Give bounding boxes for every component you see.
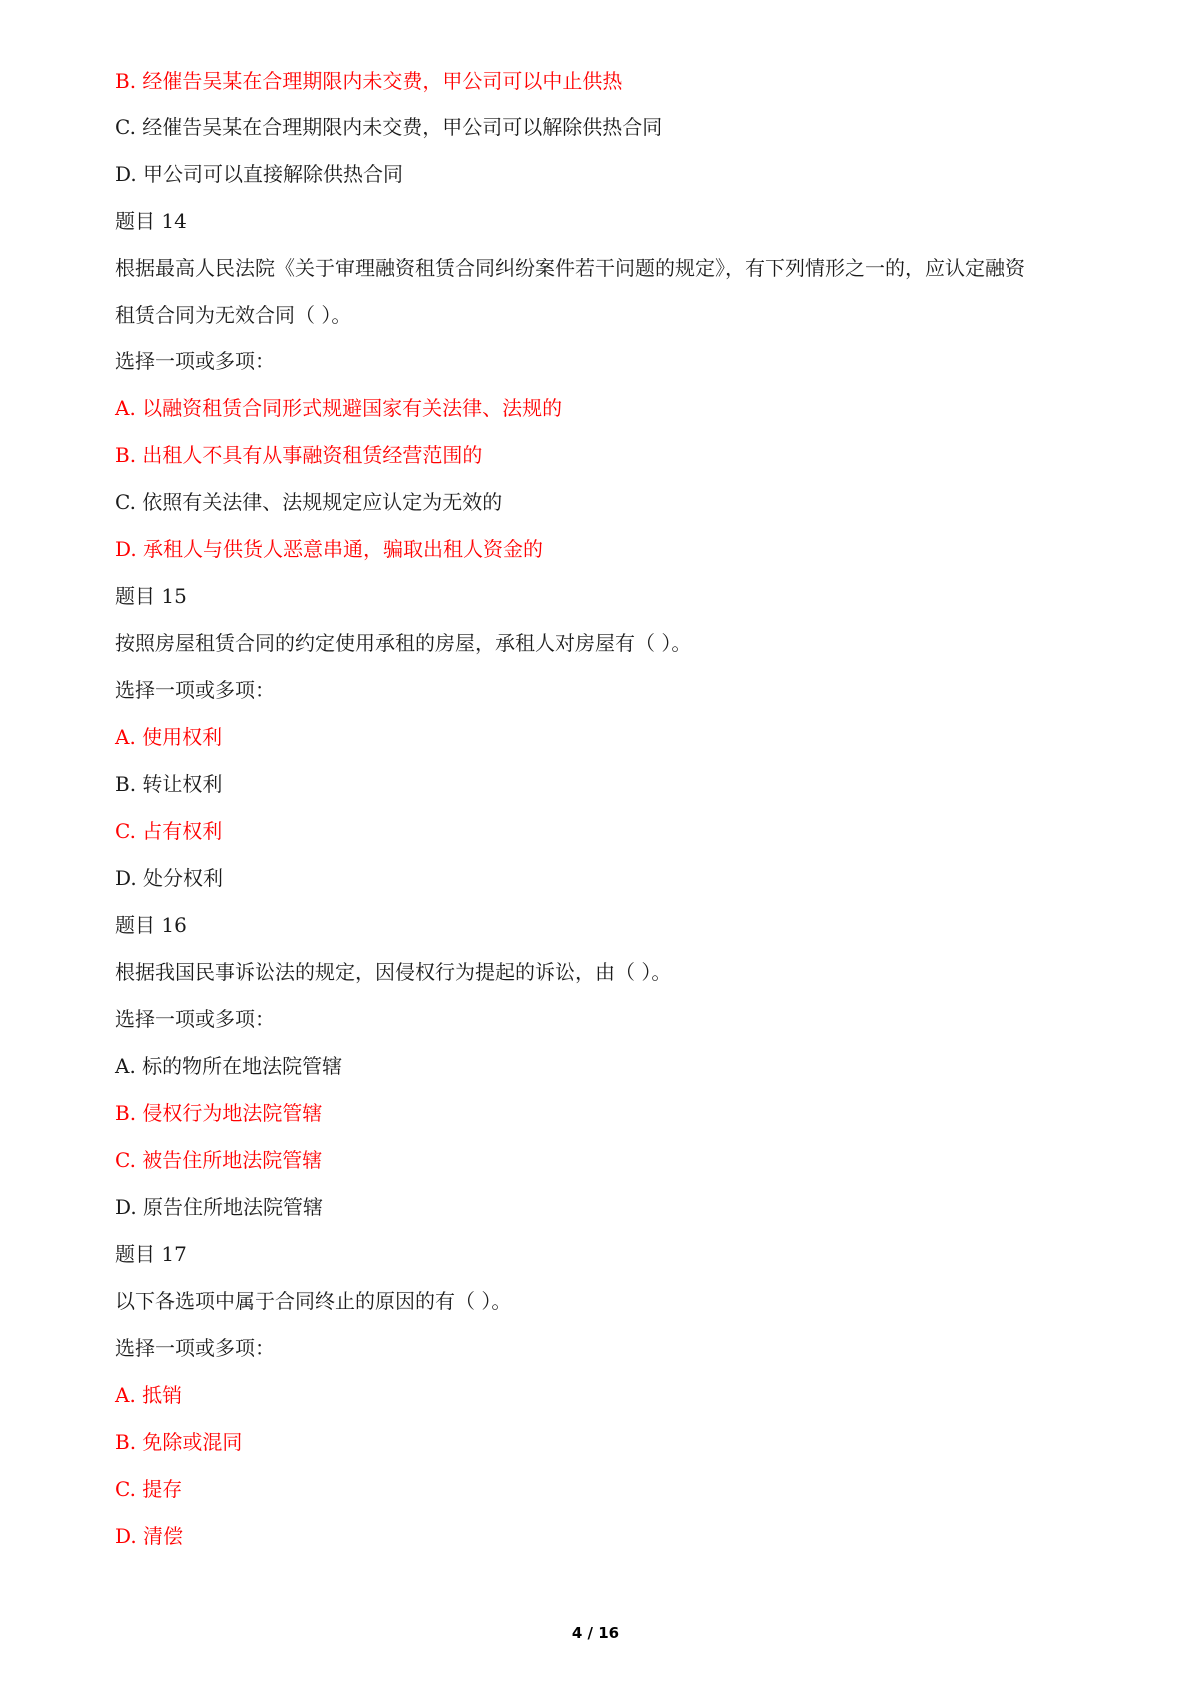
option-15-b: B. 转让权利 [115,772,223,796]
option-14-c: C. 依照有关法律、法规规定应认定为无效的 [115,490,503,514]
option-17-b: B. 免除或混同 [115,1430,243,1454]
question-15-prompt: 选择一项或多项： [115,678,275,702]
question-14-text-2: 租赁合同为无效合同（ ）。 [115,303,352,327]
question-16-prompt: 选择一项或多项： [115,1007,275,1031]
option-16-b: B. 侵权行为地法院管辖 [115,1101,323,1125]
option-16-c: C. 被告住所地法院管辖 [115,1148,323,1172]
option-13-b: B. 经催告吴某在合理期限内未交费，甲公司可以中止供热 [115,69,623,93]
option-14-b: B. 出租人不具有从事融资租赁经营范围的 [115,443,483,467]
question-15-heading: 题目 15 [115,584,187,608]
question-16-heading: 题目 16 [115,913,187,937]
option-17-a: A. 抵销 [115,1383,183,1407]
page-number: 4 / 16 [571,1624,620,1642]
option-17-d: D. 清偿 [115,1524,184,1548]
option-15-d: D. 处分权利 [115,866,224,890]
question-14-prompt: 选择一项或多项： [115,349,275,373]
option-15-c: C. 占有权利 [115,819,223,843]
question-17-prompt: 选择一项或多项： [115,1336,275,1360]
option-16-a: A. 标的物所在地法院管辖 [115,1054,343,1078]
question-15-text: 按照房屋租赁合同的约定使用承租的房屋，承租人对房屋有（ ）。 [115,631,692,655]
option-13-c: C. 经催告吴某在合理期限内未交费，甲公司可以解除供热合同 [115,115,663,139]
option-13-d: D. 甲公司可以直接解除供热合同 [115,162,404,186]
question-16-text: 根据我国民事诉讼法的规定，因侵权行为提起的诉讼，由（ ）。 [115,960,672,984]
question-17-heading: 题目 17 [115,1242,187,1266]
question-14-text-1: 根据最高人民法院《关于审理融资租赁合同纠纷案件若干问题的规定》，有下列情形之一的，应认定融资 [115,256,1025,280]
option-15-a: A. 使用权利 [115,725,223,749]
option-17-c: C. 提存 [115,1477,183,1501]
question-17-text: 以下各选项中属于合同终止的原因的有（ ）。 [115,1289,512,1313]
option-14-d: D. 承租人与供货人恶意串通，骗取出租人资金的 [115,537,544,561]
option-14-a: A. 以融资租赁合同形式规避国家有关法律、法规的 [115,396,563,420]
question-14-heading: 题目 14 [115,209,187,233]
option-16-d: D. 原告住所地法院管辖 [115,1195,324,1219]
